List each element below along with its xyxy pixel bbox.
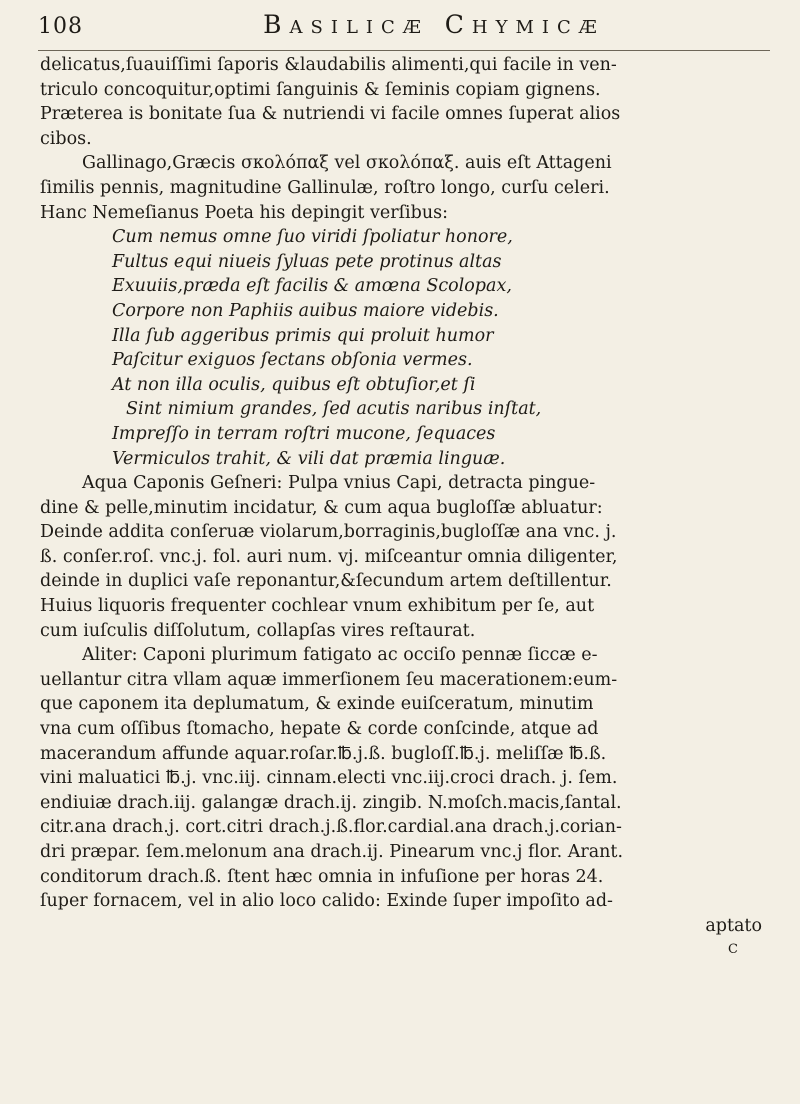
- verse-line: Vermiculos trahit, & vili dat præmia linguæ.: [112, 448, 506, 469]
- text-line: vini maluatici ℔.j. vnc.iij. cinnam.electi vnc.iij.croci drach. j. ſem.: [40, 768, 618, 789]
- text-line: vna cum oſſibus ſtomacho, hepate & corde conſcinde, atque ad: [40, 719, 599, 740]
- verse-line: At non illa oculis, quibus eſt obtuſior,et ſi: [112, 374, 476, 395]
- text-line: deinde in duplici vaſe reponantur,&ſecundum artem deſtillentur.: [40, 571, 612, 592]
- verse-line: Impreſſo in terram roſtri mucone, ſequaces: [112, 423, 496, 444]
- text-line: Hanc Nemeſianus Poeta his depingit verſibus:: [40, 202, 448, 223]
- text-line: Huius liquoris frequenter cochlear vnum exhibitum per ſe, aut: [40, 596, 595, 617]
- verse-line: Exuuiis,præda eſt facilis & amœna Scolopax,: [112, 276, 512, 297]
- paragraph-first-line: Aliter: Caponi plurimum fatigato ac occiſo pennæ ſiccæ e-: [82, 645, 598, 666]
- body-text: [40, 53, 770, 914]
- text-line: cibos.: [40, 128, 92, 149]
- page-number: 108: [38, 14, 83, 39]
- catchword-row: [40, 914, 770, 939]
- signature-mark: C: [728, 942, 738, 958]
- text-line: macerandum affunde aquar.roſar.℔.j.ß. bugloſſ.℔.j. meliſſæ ℔.ß.: [40, 743, 607, 764]
- paragraph-first-line: Aqua Caponis Geſneri: Pulpa vnius Capi, detracta pingue-: [82, 473, 596, 494]
- paragraph-first-line: Gallinago,Græcis σκολόπαξ vel σκολόπαξ. auis eſt Attageni: [82, 153, 612, 174]
- text-line: citr.ana drach.j. cort.citri drach.j.ß.flor.cardial.ana drach.j.corian-: [40, 817, 622, 838]
- verse-line: Paſcitur exiguos ſectans obſonia vermes.: [112, 350, 473, 371]
- running-head: [38, 10, 770, 51]
- running-title: Basilicæ Chymicæ: [263, 10, 605, 39]
- signature-row: [40, 938, 770, 963]
- text-line: triculo concoquitur,optimi ſanguinis & ſeminis copiam gignens.: [40, 79, 601, 100]
- text-line: conditorum drach.ß. ſtent hæc omnia in infuſione per horas 24.: [40, 866, 604, 887]
- text-line: ſimilis pennis, magnitudine Gallinulæ, roſtro longo, curſu celeri.: [40, 177, 610, 198]
- text-line: uellantur citra vllam aquæ immerſionem ſeu macerationem:eum-: [40, 669, 618, 690]
- verse-line: Fultus equi niueis ſyluas pete protinus altas: [112, 251, 502, 272]
- text-line: dine & pelle,minutim incidatur, & cum aqua bugloſſæ abluatur:: [40, 497, 603, 518]
- text-line: Præterea is bonitate ſua & nutriendi vi facile omnes ſuperat alios: [40, 104, 621, 125]
- verse-line: Cum nemus omne ſuo viridi ſpoliatur honore,: [112, 227, 513, 248]
- verse-line: Corpore non Paphiis auibus maiore videbis.: [112, 300, 499, 321]
- text-line: ß. conſer.roſ. vnc.j. fol. auri num. vj. miſceantur omnia diligenter,: [40, 546, 618, 567]
- text-line: delicatus,ſuauiſſimi ſaporis &laudabilis alimenti,qui facile in ven-: [40, 55, 617, 75]
- verse-line: Sint nimium grandes, ſed acutis naribus inſtat,: [126, 399, 542, 420]
- text-line: endiuiæ drach.iij. galangæ drach.ij. zingib. N.moſch.macis,ſantal.: [40, 792, 622, 813]
- text-line: cum iuſculis diſſolutum, collapſas vires reſtaurat.: [40, 620, 476, 641]
- text-line: dri præpar. ſem.melonum ana drach.ij. Pinearum vnc.j flor. Arant.: [40, 842, 624, 862]
- text-line: ſuper fornacem, vel in alio loco calido: Exinde ſuper impoſito ad-: [40, 891, 613, 912]
- catchword: aptato: [705, 915, 762, 936]
- verse-line: Illa ſub aggeribus primis qui proluit humor: [112, 325, 494, 346]
- text-line: que caponem ita deplumatum, & exinde euiſceratum, minutim: [40, 694, 594, 715]
- text-line: Deinde addita conſeruæ violarum,borraginis,bugloſſæ ana vnc. j.: [40, 522, 617, 543]
